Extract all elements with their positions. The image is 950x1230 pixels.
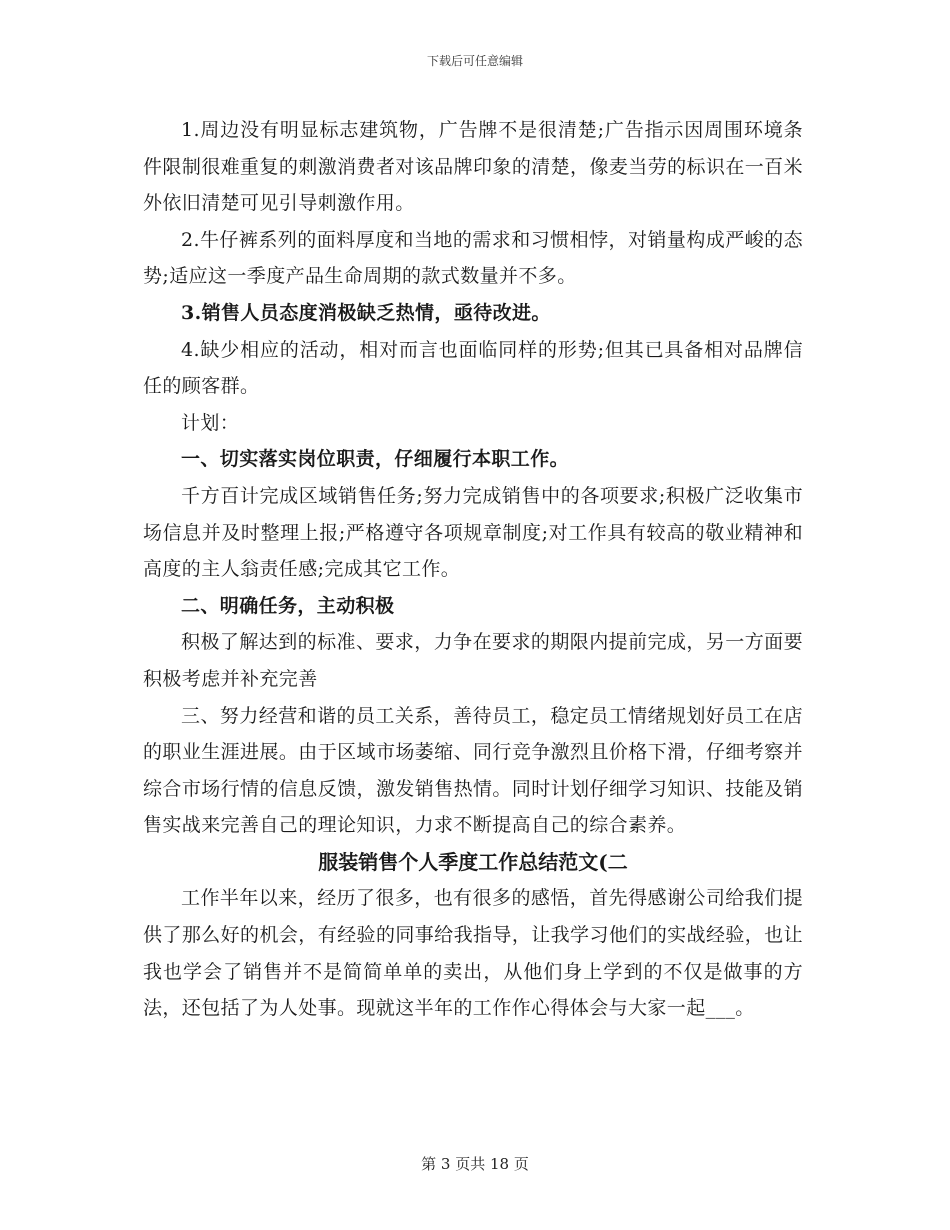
- section-title: 服装销售个人季度工作总结范文(二: [318, 849, 628, 874]
- paragraph-section2-1: 工作半年以来，经历了很多，也有很多的感悟，首先得感谢公司给我们提供了那么好的机会，有经验的同事给我指导，让我学习他们的实战经验，也让我也学会了销售并不是简简单单的卖出，从他们身上学到的不仅是做事的方法，还包括了为人处事。现就这半年的工作作心得体会与大家一起___。: [143, 887, 803, 1020]
- paragraph-4: 4.缺少相应的活动，相对而言也面临同样的形势;但其已具备相对品牌信任的顾客群。: [143, 338, 803, 398]
- plan-heading-2: 二、明确任务，主动积极: [181, 594, 395, 617]
- paragraph-2: 2.牛仔裤系列的面料厚度和当地的需求和习惯相悖，对销量构成严峻的态势;适应这一季度产品生命周期的款式数量并不多。: [143, 228, 803, 288]
- paragraph-1: 1.周边没有明显标志建筑物，广告牌不是很清楚;广告指示因周围环境条件限制很难重复的刺激消费者对该品牌印象的清楚，像麦当劳的标识在一百米外依旧清楚可见引导刺激作用。: [143, 119, 803, 215]
- page-footer: 第 3 页共 18 页: [421, 1155, 529, 1173]
- plan-label: 计划：: [181, 411, 240, 434]
- plan-heading-1: 一、切实落实岗位职责，仔细履行本职工作。: [181, 448, 570, 471]
- page-header: 下载后可任意编辑: [426, 54, 523, 68]
- paragraph-3-bold: 3.销售人员态度消极缺乏热情，亟待改进。: [181, 301, 551, 324]
- paragraph-plan-3: 三、努力经营和谐的员工关系，善待员工，稳定员工情绪规划好员工在店的职业生涯进展。由于区域市场萎缩、同行竞争激烈且价格下滑，仔细考察并综合市场行情的信息反馈，激发销售热情。同时计划仔细学习知识、技能及销售实战来完善自己的理论知识，力求不断提高自己的综合素养。: [143, 704, 803, 837]
- paragraph-plan-1: 千方百计完成区域销售任务;努力完成销售中的各项要求;积极广泛收集市场信息并及时整理上报;严格遵守各项规章制度;对工作具有较高的敬业精神和高度的主人翁责任感;完成其它工作。: [143, 484, 803, 581]
- paragraph-plan-2: 积极了解达到的标准、要求，力争在要求的期限内提前完成，另一方面要积极考虑并补充完善: [143, 631, 803, 690]
- document-body: [143, 112, 803, 1027]
